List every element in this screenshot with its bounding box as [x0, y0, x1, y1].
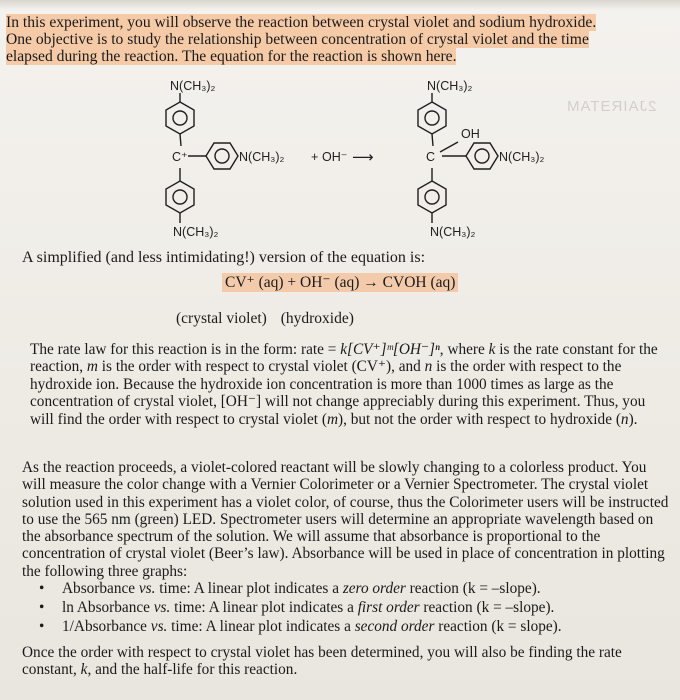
- hydroxide-ion: OH⁻: [322, 150, 348, 164]
- reaction-arrow: ⟶: [352, 149, 374, 166]
- left-top-amine: N(CH₃)₂: [170, 80, 216, 93]
- left-cation-carbon: C⁺: [172, 150, 188, 164]
- simplified-intro: A simplified (and less intimidating!) version of the equation is:: [22, 249, 426, 266]
- intro-line-1: In this experiment, you will observe the reaction between crystal violet and sodium hydroxide.: [6, 14, 597, 31]
- procedure-description: As the reaction proceeds, a violet-colored reactant will be slowly changing to a colorless product. You will measure the color change with a Vernier Colorimeter or a Vernier Spectrometer. The crystal violet solution used in this experiment has a violet color, of course, thus the Colorimeter users will be instructed to use the 565 nm (green) LED. Spectrometer users will determine an appropriate wavelength based on the absorbance spectrum of the solution. We will assume that absorbance is proportional to the concentration of crystal violet (Beer’s law). Absorbance will be used in place of concentration in plotting the following three graphs:: [22, 459, 669, 580]
- right-carbon: C: [426, 150, 436, 164]
- bleed-through-watermark: 2JAIRƎTAM: [565, 98, 656, 115]
- left-bottom-ring: [166, 181, 194, 213]
- intro-paragraph: [6, 14, 671, 65]
- hydroxide-label: (hydroxide): [280, 310, 354, 327]
- intro-line-2: One objective is to study the relationship between concentration of crystal violet and the time: [6, 31, 589, 48]
- crystal-violet-label: (crystal violet): [176, 310, 267, 327]
- page-top-shadow: [0, 0, 680, 10]
- rate-law-paragraph: The rate law for this reaction is in the form: rate = k[CV⁺]ᵐ[OH⁻]ⁿ, where k is the rate constant for the reaction, m is the order with respect to crystal violet (CV⁺), and n is the order with respect to the hydroxide ion. Because the hydroxide ion concentration is more than 1000 times as large as the concentration of crystal violet, [OH⁻] will not change appreciably during this experiment. Thus, you will find the order with respect to crystal violet (m), but not the order with respect to hydroxide (n).: [30, 341, 658, 428]
- simplified-equation: [222, 273, 458, 292]
- intro-line-3: elapsed during the reaction. The equation for the reaction is shown here.: [6, 48, 457, 65]
- right-top-amine: N(CH₃)₂: [427, 80, 473, 93]
- reaction-structure-diagram: [0, 80, 680, 240]
- hydroxyl-group: OH: [461, 127, 480, 141]
- equation-labels: [176, 310, 364, 328]
- graph-list: [22, 579, 662, 636]
- right-right-ring: [466, 143, 498, 169]
- left-top-ring: [166, 102, 194, 134]
- plus-sign: +: [311, 150, 319, 164]
- right-bottom-amine: N(CH₃)₂: [430, 225, 476, 239]
- right-right-amine: N(CH₃)₂: [499, 150, 545, 164]
- list-item: • Absorbance vs. time: A linear plot indicates a zero order reaction (k = –slope).: [39, 580, 541, 597]
- left-bottom-amine: N(CH₃)₂: [173, 225, 219, 239]
- left-right-amine: N(CH₃)₂: [239, 150, 285, 164]
- list-item: • ln Absorbance vs. time: A linear plot indicates a first order reaction (k = –slope).: [39, 599, 555, 616]
- closing-paragraph: Once the order with respect to crystal violet has been determined, you will also be finding the rate constant, k, and the half-life for this reaction.: [22, 644, 622, 679]
- right-bottom-ring: [418, 181, 446, 213]
- simplified-equation-text: CV⁺ (aq) + OH⁻ (aq) → CVOH (aq): [222, 273, 458, 292]
- right-top-ring: [418, 102, 446, 134]
- left-right-ring: [206, 143, 238, 169]
- list-item: • 1/Absorbance vs. time: A linear plot indicates a second order reaction (k = slope).: [39, 618, 562, 635]
